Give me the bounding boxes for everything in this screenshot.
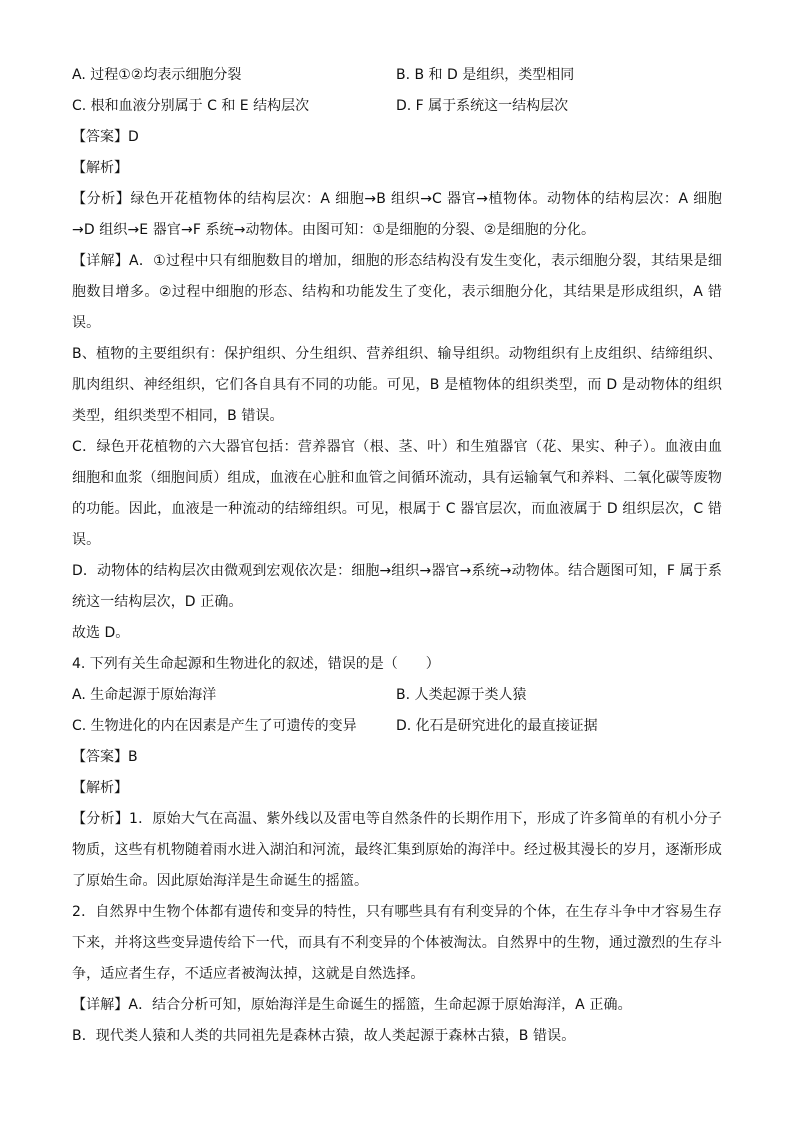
q3-analysis-heading: 【解析】 bbox=[72, 160, 128, 176]
q4-option-c: C. 生物进化的内在因素是产生了可遗传的变异 bbox=[72, 718, 357, 734]
q4-option-a: A. 生命起源于原始海洋 bbox=[72, 687, 217, 703]
q3-detail-c: C．绿色开花植物的六大器官包括：营养器官（根、茎、叶）和生殖器官（花、果实、种子）。血液由血细胞和血浆（细胞间质）组成，血液在心脏和血管之间循环流动，具有运输氧气和养料、二氧化碳等废物的功能。因此，血液是一种流动的结缔组织。可见，根属于 C 器官层次，而血液属于 D 组织层次，C 错误。 bbox=[72, 439, 722, 548]
q3-option-b: B. B 和 D 是组织，类型相同 bbox=[396, 67, 575, 83]
q3-option-d: D. F 属于系统这一结构层次 bbox=[396, 98, 569, 114]
q4-analysis-2: 2．自然界中生物个体都有遗传和变异的特性，只有哪些具有有利变异的个体，在生存斗争中才容易生存下来，并将这些变异遗传给下一代，而具有不利变异的个体被淘汰。自然界中的生物，通过激烈的生存斗争，适应者生存，不适应者被淘汰掉，这就是自然选择。 bbox=[72, 904, 722, 982]
q3-analysis: 【分析】绿色开花植物体的结构层次：A 细胞→B 组织→C 器官→植物体。动物体的结构层次：A 细胞→D 组织→E 器官→F 系统→动物体。由图可知：①是细胞的分裂、②是细胞的分化。 bbox=[72, 191, 722, 238]
document-page bbox=[72, 60, 722, 1052]
q3-detail-a: 【详解】A．①过程中只有细胞数目的增加，细胞的形态结构没有发生变化，表示细胞分裂，其结果是细胞数目增多。②过程中细胞的形态、结构和功能发生了变化，表示细胞分化，其结果是形成组织，A 错误。 bbox=[72, 253, 722, 331]
q4-detail-a: 【详解】A．结合分析可知，原始海洋是生命诞生的摇篮，生命起源于原始海洋，A 正确。 bbox=[72, 997, 632, 1013]
q4-stem: 4. 下列有关生命起源和生物进化的叙述，错误的是（ ） bbox=[72, 656, 440, 672]
q4-option-b: B. 人类起源于类人猿 bbox=[396, 687, 527, 703]
q3-conclusion: 故选 D。 bbox=[72, 625, 130, 641]
q3-options-row-1 bbox=[72, 60, 722, 91]
q3-detail-d: D．动物体的结构层次由微观到宏观依次是：细胞→组织→器官→系统→动物体。结合题图可知，F 属于系统这一结构层次，D 正确。 bbox=[72, 563, 722, 610]
q3-options-row-2 bbox=[72, 91, 722, 122]
q4-analysis-1: 【分析】1．原始大气在高温、紫外线以及雷电等自然条件的长期作用下，形成了许多简单的有机小分子物质，这些有机物随着雨水进入湖泊和河流，最终汇集到原始的海洋中。经过极其漫长的岁月，逐渐形成了原始生命。因此原始海洋是生命诞生的摇篮。 bbox=[72, 811, 722, 889]
q3-answer: 【答案】D bbox=[72, 129, 139, 145]
q3-detail-b: B、植物的主要组织有：保护组织、分生组织、营养组织、输导组织。动物组织有上皮组织、结缔组织、肌肉组织、神经组织，它们各自具有不同的功能。可见，B 是植物体的组织类型，而 D 是动物体的组织类型，组织类型不相同，B 错误。 bbox=[72, 346, 722, 424]
q4-options-row-1 bbox=[72, 680, 722, 711]
q3-option-a: A. 过程①②均表示细胞分裂 bbox=[72, 67, 242, 83]
q4-detail-b: B．现代类人猿和人类的共同祖先是森林古猿，故人类起源于森林古猿，B 错误。 bbox=[72, 1028, 576, 1044]
q3-option-c: C. 根和血液分别属于 C 和 E 结构层次 bbox=[72, 98, 310, 114]
q4-options-row-2 bbox=[72, 711, 722, 742]
q4-answer: 【答案】B bbox=[72, 749, 138, 765]
q4-option-d: D. 化石是研究进化的最直接证据 bbox=[396, 718, 598, 734]
q4-analysis-heading: 【解析】 bbox=[72, 780, 128, 796]
